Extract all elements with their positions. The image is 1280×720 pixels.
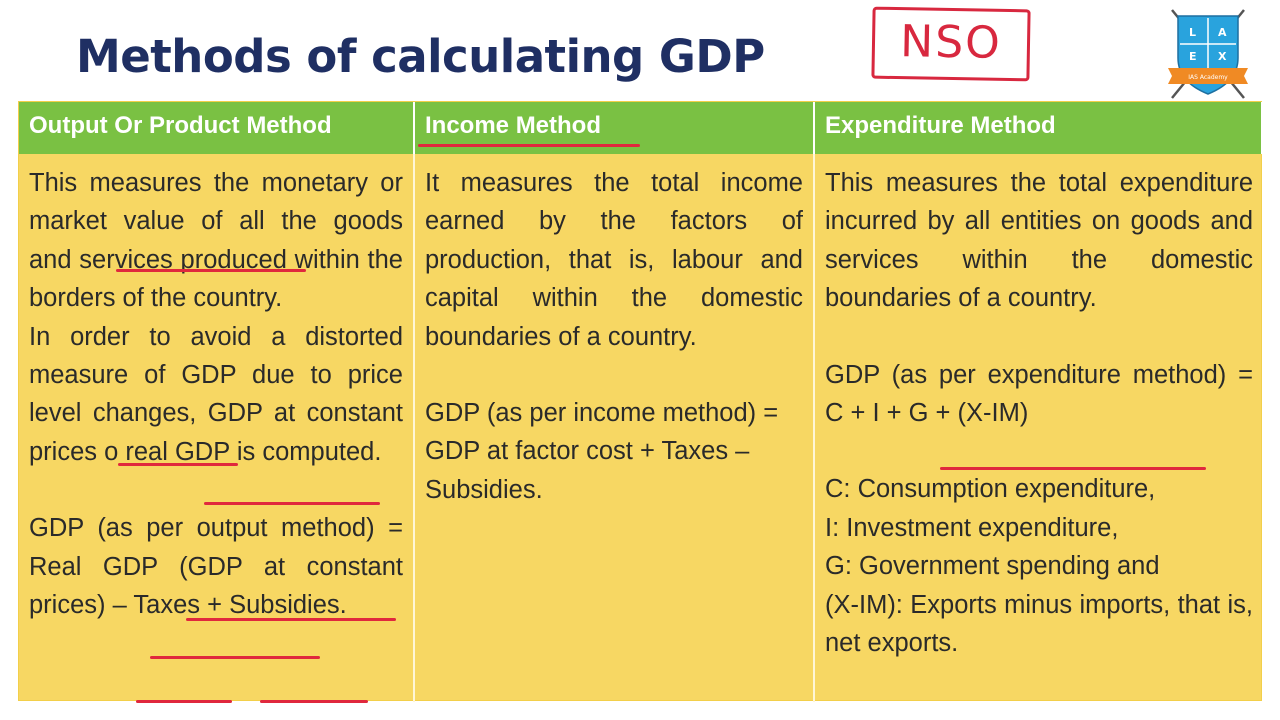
output-method-formula: GDP (as per output method) = Real GDP (GDP at constant prices) – Taxes + Subsidies. <box>29 514 403 620</box>
header-output-method: Output Or Product Method <box>19 102 415 154</box>
income-method-definition: It measures the total income earned by the factors of production, that is, labour and capital within the domestic boundaries of a country. <box>425 169 803 351</box>
expenditure-method-formula: GDP (as per expenditure method) = C + I + G + (X-IM) <box>825 360 1253 428</box>
output-method-definition: This measures the monetary or market value of all the goods and services produced within the borders of the country. <box>29 169 403 313</box>
logo-banner-text: IAS Academy <box>1188 74 1228 81</box>
underline-real-gdp <box>204 502 380 505</box>
expenditure-legend-i: I: Investment expenditure, <box>825 513 1119 542</box>
logo-letter-x: X <box>1218 50 1227 63</box>
logo-letter-e: E <box>1189 50 1197 63</box>
output-method-real-gdp-note: In order to avoid a distorted measure of GDP due to price level changes, GDP at constant prices o real GDP is computed. <box>29 322 403 466</box>
logo-letter-a: A <box>1218 26 1227 39</box>
academy-logo <box>1164 6 1252 102</box>
underline-subsidies <box>260 700 368 703</box>
expenditure-method-definition: This measures the total expenditure incurred by all entities on goods and services within the domestic boundaries of a country. <box>825 169 1253 313</box>
header-income-method-label: Income Method <box>425 112 602 139</box>
income-method-cell <box>415 154 815 702</box>
underline-changes <box>118 463 238 466</box>
header-expenditure-method: Expenditure Method <box>815 102 1263 154</box>
underline-output-method <box>186 618 396 621</box>
gdp-methods-table <box>18 101 1262 701</box>
underline-taxes <box>136 700 232 703</box>
page-title: Methods of calculating GDP <box>76 30 765 83</box>
logo-letter-l: L <box>1189 26 1197 39</box>
underline-income-method <box>418 144 640 147</box>
underline-expenditure-formula <box>940 467 1206 470</box>
underline-and-services <box>116 269 306 272</box>
income-method-formula: GDP (as per income method) = GDP at factor cost + Taxes – Subsidies. <box>425 399 779 504</box>
expenditure-legend-x-im: (X-IM): Exports minus imports, that is, net exports. <box>825 590 1253 658</box>
expenditure-method-cell <box>815 154 1263 702</box>
nso-annotation <box>871 7 1030 82</box>
underline-gdp-constant <box>150 656 320 659</box>
expenditure-legend-c: C: Consumption expenditure, <box>825 475 1156 504</box>
expenditure-legend-g: G: Government spending and <box>825 552 1160 581</box>
nso-annotation-text: NSO <box>899 16 1003 69</box>
